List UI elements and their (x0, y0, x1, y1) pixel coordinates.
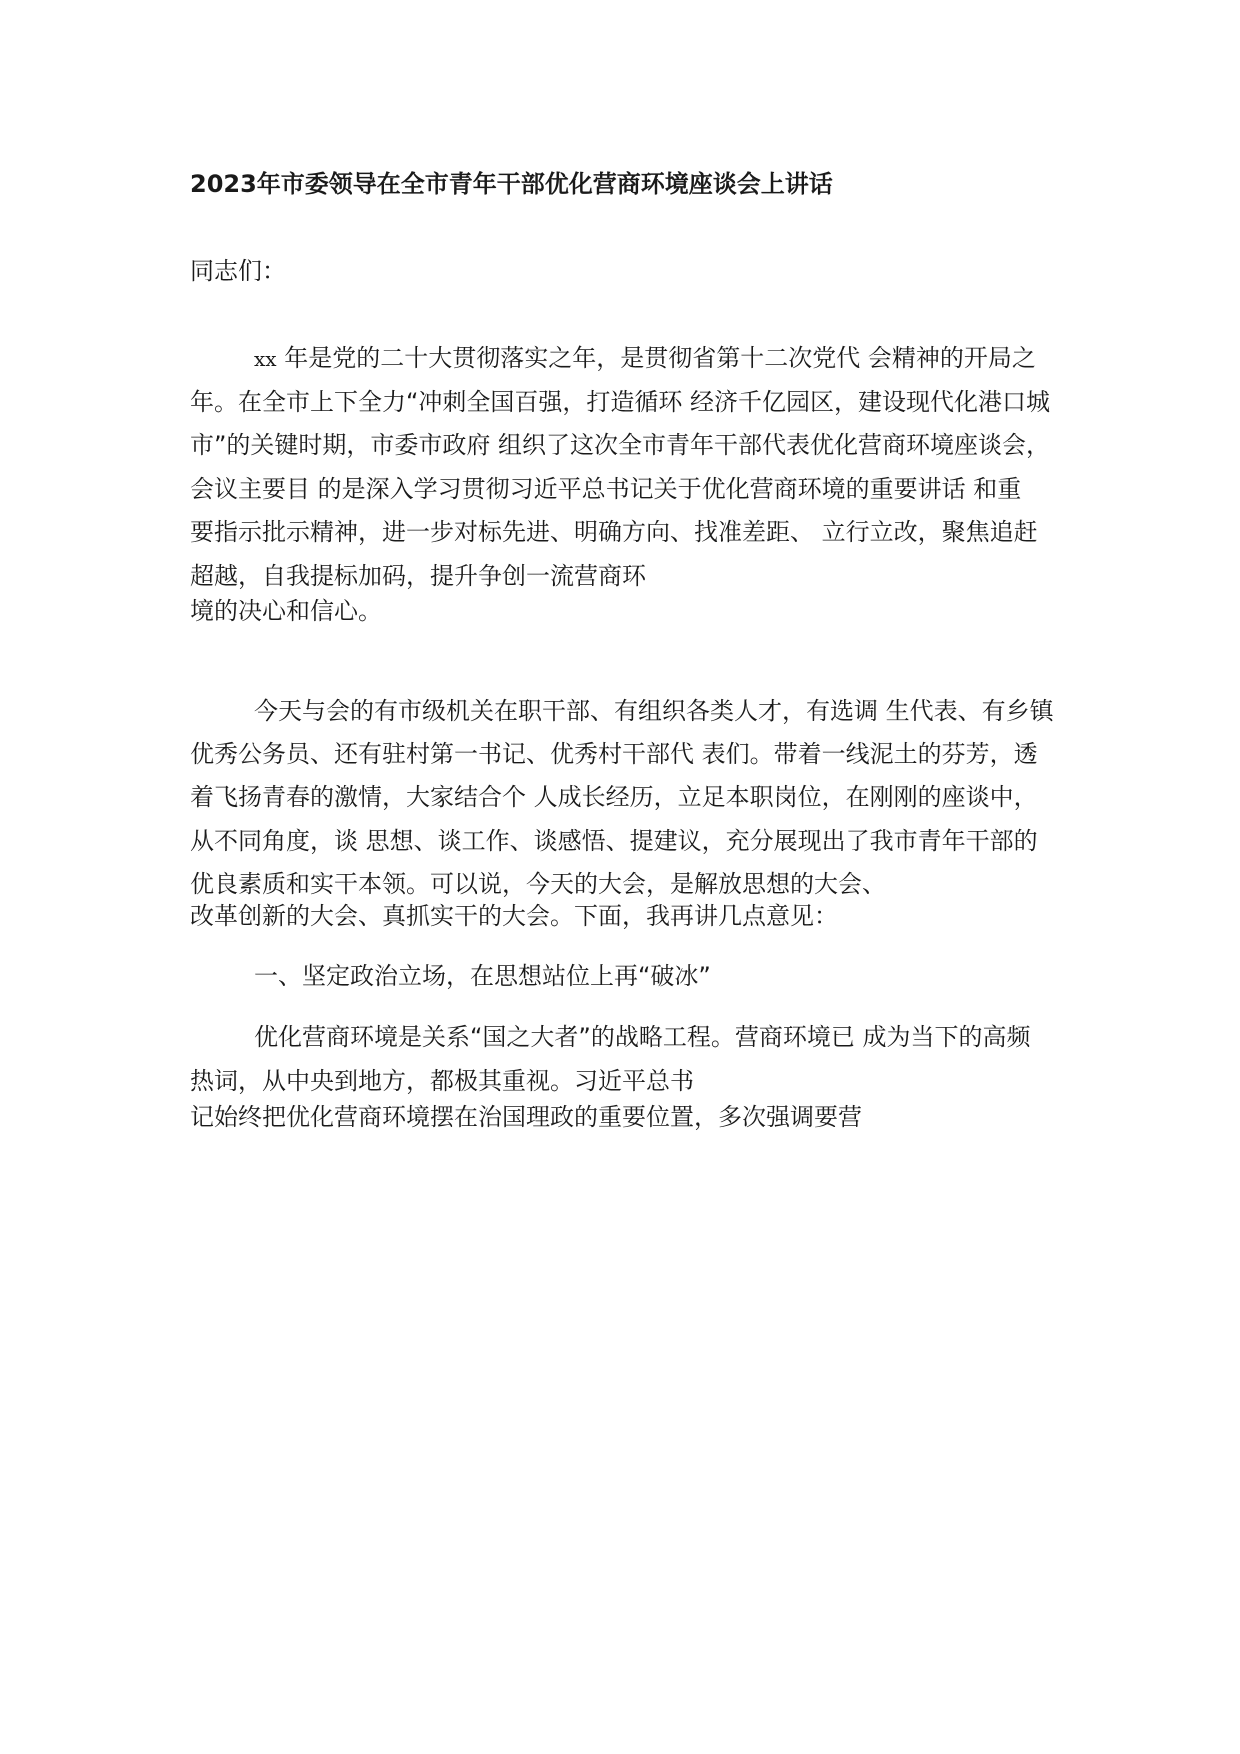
paragraph-line: 优秀公务员、还有驻村第一书记、优秀村干部代 表们。带着一线泥土的芬芳，透 (190, 740, 1038, 768)
paragraph-line: 要指示批示精神，进一步对标先进、明确方向、找准差距、 立行立改，聚焦追赶 (190, 518, 1038, 546)
paragraph-line: 年。在全市上下全力“冲刺全国百强，打造循环 经济千亿园区，建设现代化港口城 (190, 388, 1051, 416)
paragraph-line: 优良素质和实干本领。可以说，今天的大会，是解放思想的大会、 (190, 870, 886, 898)
year-placeholder: xx (254, 347, 277, 371)
paragraph-line: 境的决心和信心。 (190, 597, 382, 625)
paragraph-line: 记始终把优化营商环境摆在治国理政的重要位置，多次强调要营 (190, 1103, 862, 1131)
paragraph-line: 优化营商环境是关系“国之大者”的战略工程。营商环境已 成为当下的高频 (254, 1023, 1031, 1051)
paragraph-line: 今天与会的有市级机关在职干部、有组织各类人才，有选调 生代表、有乡镇 (254, 697, 1054, 725)
paragraph-line: 市”的关键时期，市委市政府 组织了这次全市青年干部代表优化营商环境座谈会， (190, 431, 1051, 459)
paragraph-line-text: 年是党的二十大贯彻落实之年，是贯彻省第十二次党代 会精神的开局之 (276, 344, 1036, 372)
section-heading-text: 一、坚定政治立场，在思想站位上再“破冰” (254, 962, 711, 990)
paragraph-line: 改革创新的大会、真抓实干的大会。下面，我再讲几点意见： (190, 902, 838, 930)
paragraph-line: 热词，从中央到地方，都极其重视。习近平总书 (190, 1067, 694, 1095)
paragraph-line: 着飞扬青春的激情，大家结合个 人成长经历，立足本职岗位，在刚刚的座谈中， (190, 783, 1038, 811)
paragraph-line: 超越，自我提标加码，提升争创一流营商环 (190, 562, 646, 590)
document-title: 2023年市委领导在全市青年干部优化营商环境座谈会上讲话 (190, 170, 833, 198)
paragraph-line (254, 343, 1036, 374)
paragraph-line: 会议主要目 的是深入学习贯彻习近平总书记关于优化营商环境的重要讲话 和重 (190, 475, 1022, 503)
salutation-text: 同志们： (190, 257, 286, 285)
paragraph-line: 从不同角度，谈 思想、谈工作、谈感悟、提建议，充分展现出了我市青年干部的 (190, 827, 1038, 855)
